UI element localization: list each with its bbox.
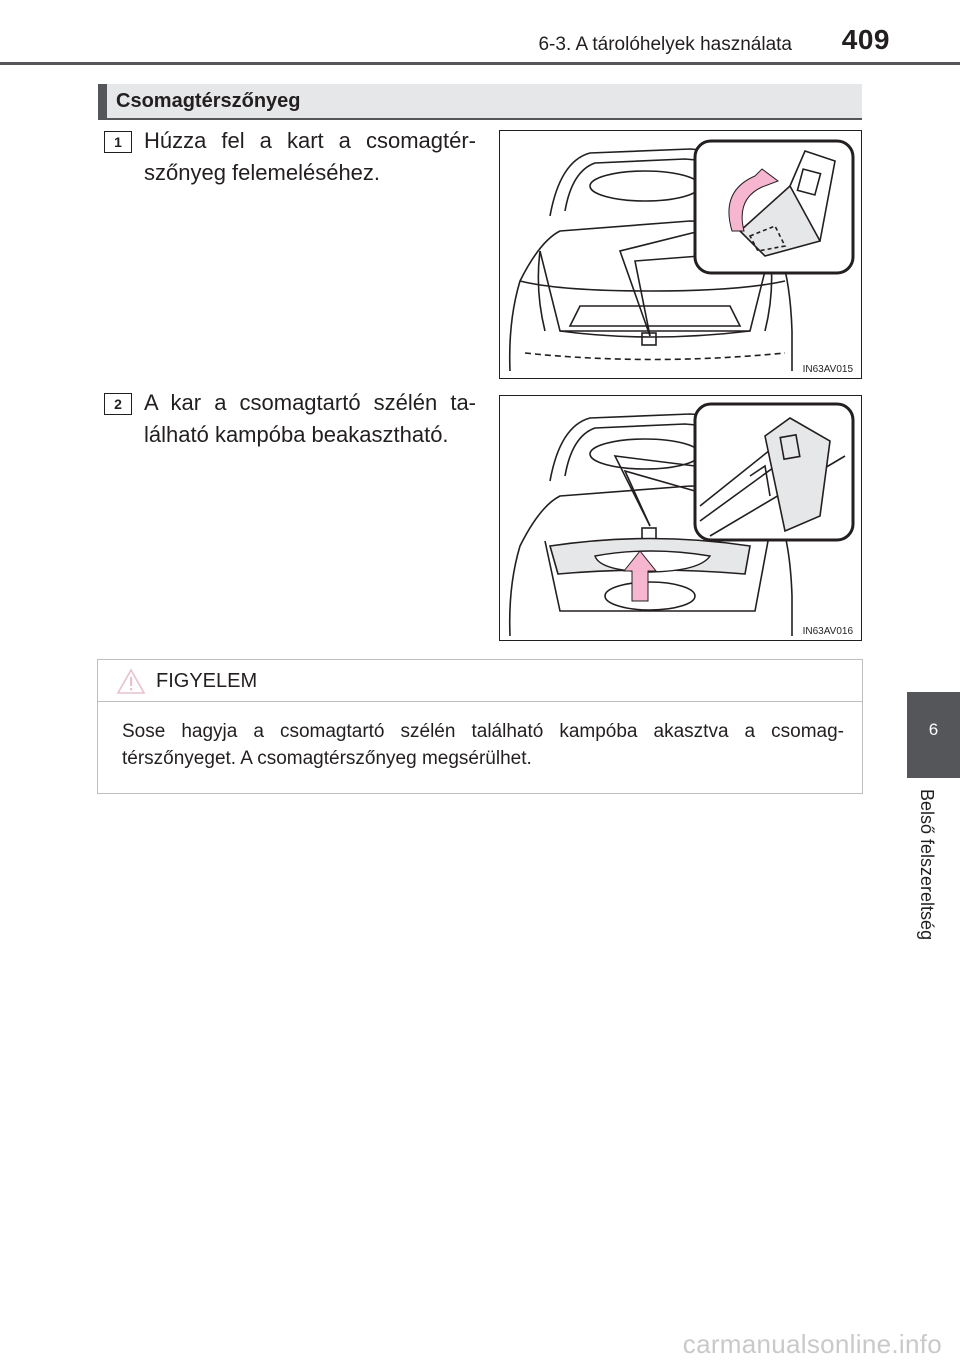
chapter-number: 6 — [928, 720, 939, 739]
caution-title: FIGYELEM — [156, 670, 258, 692]
figure-code: IN63AV015 — [802, 364, 853, 375]
section-heading-text: Csomagtérszőnyeg — [116, 90, 301, 112]
step-text: A kar a csomagtartó szélén ta-lálható kampóba beakasztható. — [144, 390, 476, 447]
trunk-lever-illustration — [500, 131, 862, 379]
section-heading-bar — [98, 84, 107, 118]
figure-code: IN63AV016 — [802, 626, 853, 637]
header-rule — [0, 62, 960, 65]
figure-step-2 — [499, 395, 862, 641]
watermark: carmanualsonline.info — [682, 1329, 942, 1359]
chapter-title-vertical — [912, 789, 942, 969]
caution-text: Sose hagyja a csomagtartó szélén található kampóba akasztva a csomag-térszőnyeget. A csomagtérszőnyeg megsérülhet. — [122, 721, 844, 769]
header-section-title: 6-3. A tárolóhelyek használata — [538, 34, 792, 55]
page-number: 409 — [841, 24, 890, 55]
caution-box — [97, 659, 863, 794]
step-number: 2 — [104, 393, 132, 415]
chapter-tab — [907, 692, 960, 778]
section-heading — [98, 84, 862, 120]
caution-header — [98, 660, 862, 702]
warning-triangle-icon — [116, 668, 146, 695]
figure-step-1 — [499, 130, 862, 379]
trunk-hook-illustration — [500, 396, 862, 641]
step-text: Húzza fel a kart a csomagtér-szőnyeg felemeléséhez. — [144, 128, 476, 185]
chapter-title: Belső felszereltség — [917, 789, 937, 941]
page-header — [0, 0, 960, 70]
step-number: 1 — [104, 131, 132, 153]
